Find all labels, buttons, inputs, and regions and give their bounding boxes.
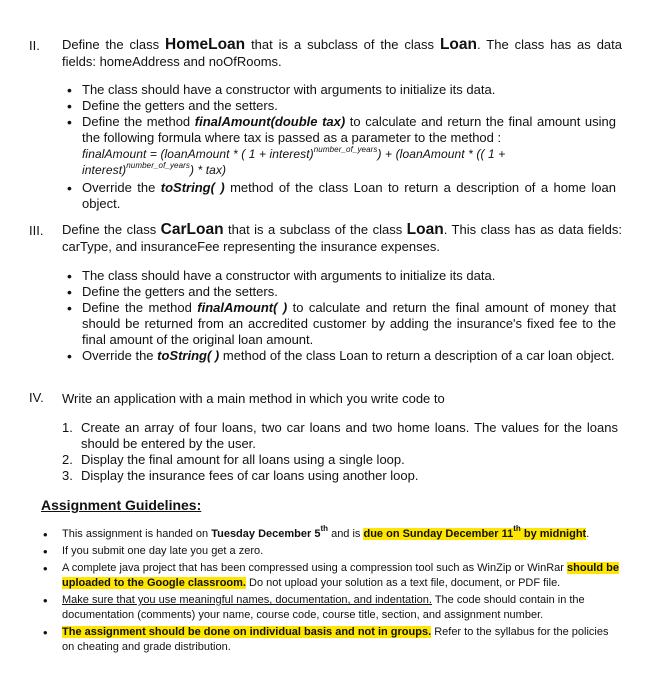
steps-list [62,420,618,484]
list-item: 1. Create an array of four loans, two car loans and two home loans. The values for the loans should be entered by the user. [62,420,618,451]
list-item: • The assignment should be done on individual basis and not in groups. Refer to the syllabus for the policies on cheating and grade distribution. [41,625,621,655]
section-intro: Define the class HomeLoan that is a subclass of the class Loan. The class has as data fields: homeAddress and noOfRooms. [62,36,622,69]
section-number: IV. [29,390,44,405]
list-item: • The class should have a constructor with arguments to initialize its data. [66,82,616,98]
list-item: • Override the toString( ) method of the class Loan to return a description of a home loan object. [66,180,616,212]
method-name: toString( ) [160,180,225,195]
method-name: finalAmount(double tax) [194,114,346,129]
section-number: II. [29,38,40,53]
individual-basis-highlight: The assignment should be done on individual basis and not in groups. [62,626,432,638]
list-item: 3. Display the insurance fees of car loans using another loop. [62,468,419,483]
class-name: HomeLoan [165,36,246,53]
method-name: finalAmount( ) [197,300,288,315]
upload-highlight: should be uploaded to the Google classroom. [62,562,619,589]
list-item: • Define the method finalAmount( ) to calculate and return the final amount of money that should be returned from an accredited customer by adding the insurance's fixed fee to the final amount of the original loan amount. [66,300,616,348]
list-item: • Define the method finalAmount(double tax) to calculate and return the final amount using the following formula where tax is passed as a parameter to the method : finalAmount = (loanAmount * ( 1 + interest)$^{number\_of\_years}$) + (loanAmount * (( 1 + interest)$^{number\_of\_years}$) * tax) [66,114,616,178]
section-intro: Write an application with a main method in which you write code to [62,391,445,406]
list-item: • Make sure that you use meaningful names, documentation, and indentation. The code should contain in the documentation (comments) your name, course code, course title, section, and assignment number. [41,593,621,623]
due-date-highlight: due on Sunday December 11th by midnight [363,524,587,540]
list-item: • Define the getters and the setters. [66,98,616,114]
requirements-list [66,82,616,212]
list-item: • The class should have a constructor with arguments to initialize its data. [66,268,616,284]
list-item: • A complete java project that has been compressed using a compression tool such as WinZip or WinRar should be uploaded to the Google classroom. Do not upload your solution as a text file, document, or PDF file. [41,561,621,591]
list-item: • This assignment is handed on Tuesday December 5th and is due on Sunday December 11th by midnight. [41,527,621,542]
parent-class-name: Loan [439,36,477,53]
list-item: • Define the getters and the setters. [66,284,616,300]
guidelines-heading: Assignment Guidelines: [41,497,202,513]
section-number: III. [29,223,44,238]
requirements-list [66,268,616,364]
method-name: toString( ) [157,348,220,363]
parent-class-name: Loan [406,221,444,238]
formula: finalAmount = (loanAmount * ( 1 + interest)$^{number\_of\_years}$) + (loanAmount * (( 1 + interest)$^{number\_of\_years}$) * tax) [82,145,506,177]
list-item: • If you submit one day late you get a zero. [41,544,621,559]
guidelines-list [41,524,621,657]
list-item: • Override the toString( ) method of the class Loan to return a description of a car loan object. [66,348,616,364]
class-name: CarLoan [160,221,224,238]
list-item: 2. Display the final amount for all loans using a single loop. [62,452,405,467]
section-intro: Define the class CarLoan that is a subclass of the class Loan. This class has as data fields: carType, and insuranceFee representing the insurance expenses. [62,221,622,254]
